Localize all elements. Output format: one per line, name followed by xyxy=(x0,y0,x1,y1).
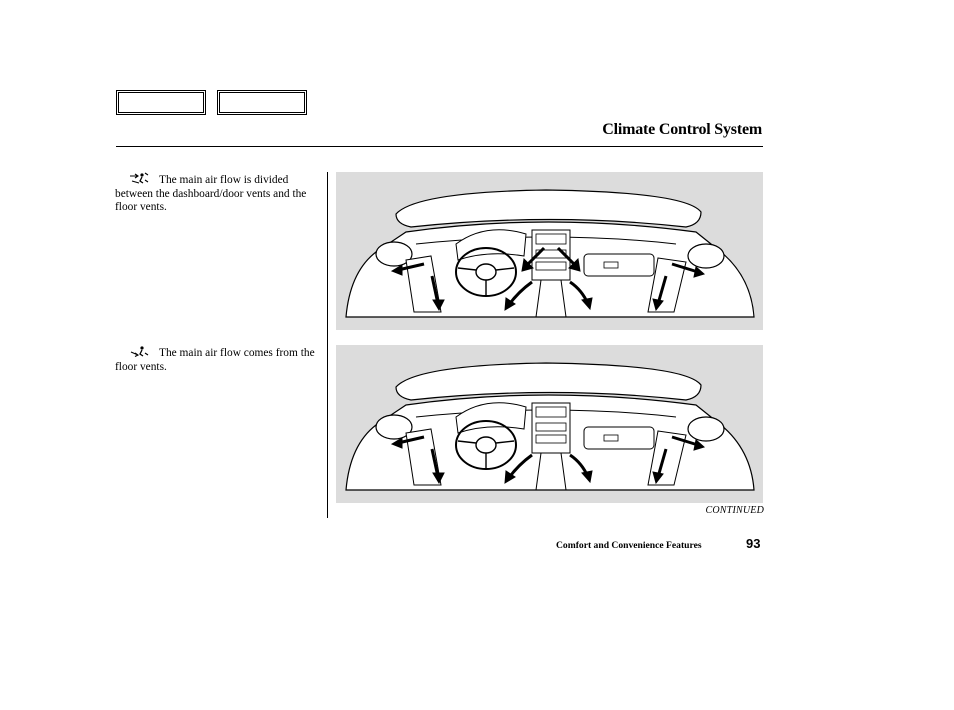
column-divider xyxy=(327,172,328,518)
page-number: 93 xyxy=(746,536,761,551)
footer-section-label: Comfort and Convenience Features xyxy=(556,540,702,551)
mode-description-floor xyxy=(115,345,317,374)
title-divider xyxy=(116,146,763,147)
mode-description-bi-level xyxy=(115,172,317,215)
mode-text-bi-level: The main air flow is divided between the dashboard/door vents and the floor vents. xyxy=(115,174,307,213)
nav-tab-box-2[interactable] xyxy=(217,90,307,115)
nav-tab-box-1[interactable] xyxy=(116,90,206,115)
page-title: Climate Control System xyxy=(602,121,762,138)
mode-text-floor: The main air flow comes from the floor vents. xyxy=(115,347,315,373)
airflow-illustration-bi-level xyxy=(336,172,763,330)
airflow-illustration-floor xyxy=(336,345,763,503)
continued-label: CONTINUED xyxy=(705,505,764,516)
bi-level-floor-mode-icon xyxy=(129,172,149,184)
floor-mode-icon xyxy=(129,345,149,357)
